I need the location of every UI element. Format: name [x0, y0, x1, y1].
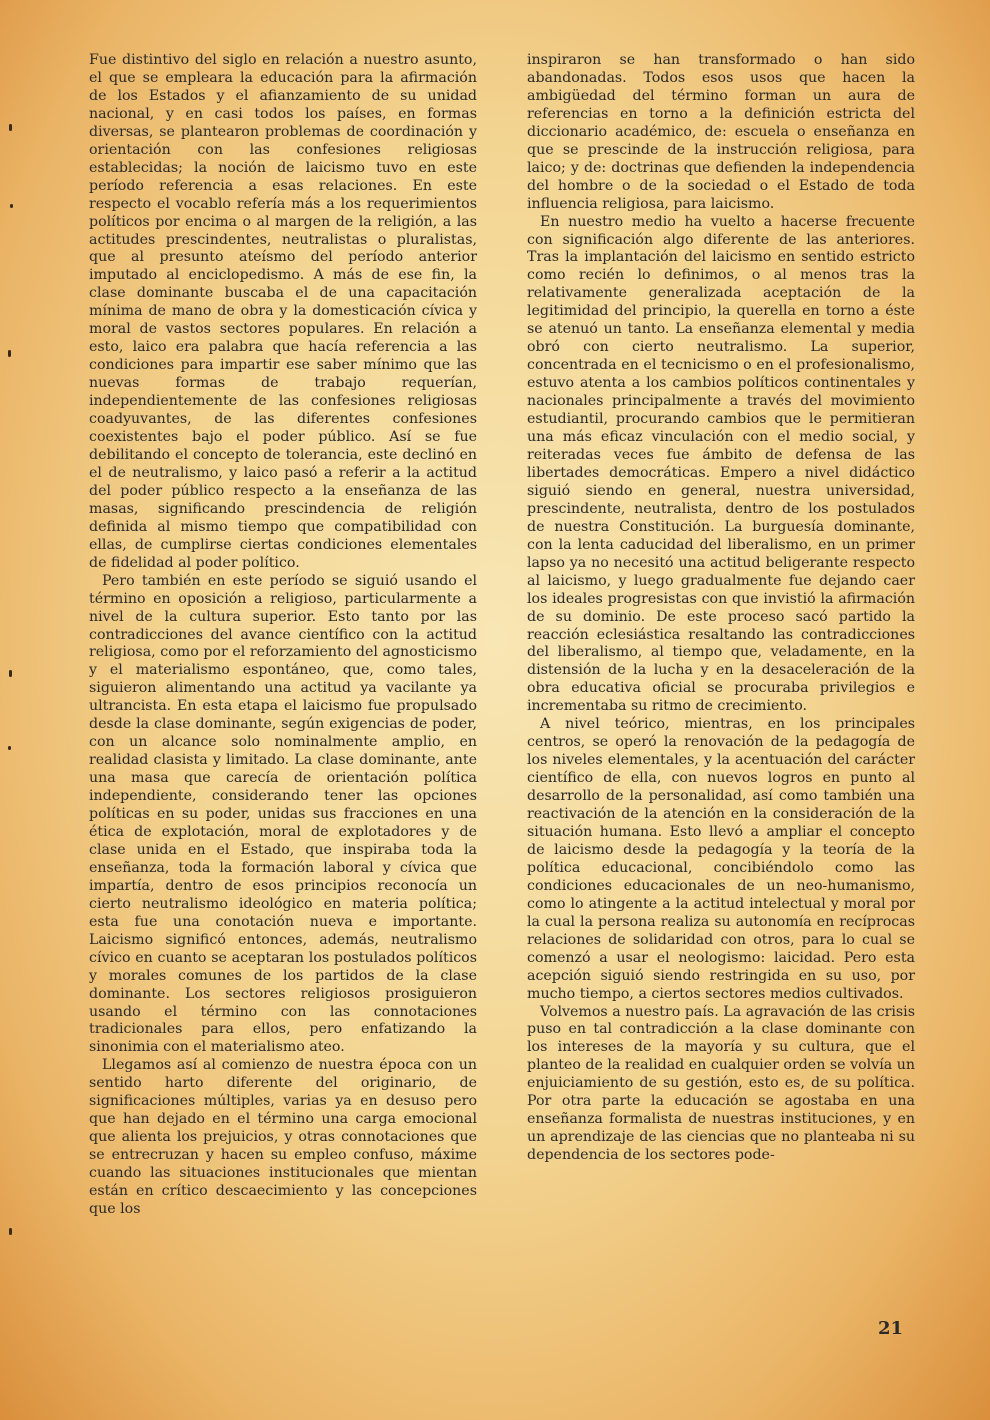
paragraph: Pero también en este período se siguió usando el término en oposición a religioso, particularmente a nivel de la cultura superior. Esto tanto por las contradicciones del avance científico con la actitud religiosa, como por el reforzamiento del agnosticismo y el materialismo espontáneo, que, como tales, siguieron alimentando una actitud ya vacilante ya ultrancista. En esta etapa el laicismo fue propulsado desde la clase dominante, según exigencias de poder, con un alcance solo nominalmente amplio, en realidad clasista y limitado. La clase dominante, ante una masa que carecía de orientación política independiente, considerando tener las opciones políticas en su poder, unidas sus fracciones en una ética de explotación, moral de explotadores y de clase unida en el Estado, que inspiraba toda la enseñanza, toda la formación laboral y cívica que impartía, dentro de esos principios reconocía un cierto neutralismo ideológico en materia política; esta fue una conotación nueva e importante. Laicismo significó entonces, además, neutralismo cívico en cuanto se aceptaran los postulados políticos y morales comunes de los partidos de la clase dominante. Los sectores religiosos prosiguieron usando el término con las connotaciones tradicionales para ellos, pero enfatizando la sinonimia con el materialismo ateo.	[89, 572, 477, 1056]
margin-speck	[8, 350, 11, 357]
paragraph: Volvemos a nuestro país. La agravación de las crisis puso en tal contradicción a la clase dominante con los intereses de la mayoría y su cultura, que el planteo de la realidad en cualquier orden se volvía un enjuiciamiento de su gestión, esto es, de su política. Por otra parte la educación se agostaba en una enseñanza formalista de nuestras instituciones, y en un aprendizaje de las ciencias que no planteaba ni su dependencia de los sectores pode-	[527, 1003, 915, 1164]
margin-speck	[9, 124, 12, 131]
paragraph: En nuestro medio ha vuelto a hacerse frecuente con significación algo diferente de las anteriores. Tras la implantación del laicismo en sentido estricto como recién lo definimos, o al menos tras la relativamente generalizada aceptación de la legitimidad del principio, la querella en torno a éste se atenuó un tanto. La enseñanza elemental y media obró con cierto neutralismo. La superior, concentrada en el tecnicismo o en el profesionalismo, estuvo atenta a los cambios políticos continentales y nacionales principalmente a través del movimiento estudiantil, procurando cambios que le permitieran una más eficaz vinculación con el medio social, y reiteradas veces fue ámbito de defensa de las libertades democráticas. Empero a nivel didáctico siguió siendo en general, nuestra universidad, prescindente, neutralista, dentro de los postulados de nuestra Constitución. La burguesía dominante, con la lenta caducidad del liberalismo, en un primer lapso ya no necesitó una actitud beligerante respecto al laicismo, y luego gradualmente fue dejando caer los ideales progresistas con que invistió la afirmación de su dominio. De este proceso sacó partido la reacción eclesiástica resaltando las contradicciones del liberalismo, al tiempo que, veladamente, en la distensión de la lucha y en la desaceleración de la obra educativa oficial se procuraba privilegios e incrementaba su ritmo de crecimiento.	[527, 213, 915, 715]
page-number: 21	[878, 1318, 904, 1339]
margin-speck	[9, 670, 12, 677]
left-column	[89, 52, 477, 1219]
paragraph: Fue distintivo del siglo en relación a nuestro asunto, el que se empleara la educación para la afirmación de los Estados y el afianzamiento de su unidad nacional, y en casi todos los países, en formas diversas, se plantearon problemas de coordinación y orientación con las confesiones religiosas establecidas; la noción de laicismo tuvo en este período referencia a esas relaciones. En este respecto el vocablo refería más a los requerimientos políticos por encima o al margen de la religión, a las actitudes prescindentes, neutralistas o pluralistas, que al presunto ateísmo del período anterior imputado al enciclopedismo. A más de ese fin, la clase dominante buscaba el de una capacitación mínima de mano de obra y la domesticación cívica y moral de vastos sectores populares. En relación a esto, laico era palabra que hacía referencia a las condiciones para impartir ese saber mínimo que las nuevas formas de trabajo requerían, independientemente de las confesiones religiosas coadyuvantes, de las diferentes confesiones coexistentes bajo el poder público. Así se fue debilitando el concepto de tolerancia, este declinó en el de neutralismo, y laico pasó a referir a la actitud del poder público respecto a la enseñanza de las masas, significando prescindencia de religión definida al mismo tiempo que compatibilidad con ellas, de cumplirse ciertas condiciones elementales de fidelidad al poder político.	[89, 52, 477, 571]
paragraph: Llegamos así al comienzo de nuestra época con un sentido harto diferente del originario, de significaciones múltiples, varias ya en desuso pero que han dejado en el término una carga emocional que alienta los prejuicios, y otras connotaciones que se entrecruzan y hacen su empleo confuso, máxime cuando las situaciones institucionales que mientan están en crítico descaecimiento y las concepciones que los	[89, 1057, 477, 1217]
margin-speck	[9, 1228, 12, 1235]
margin-speck	[8, 746, 11, 750]
right-column	[527, 52, 915, 1165]
paragraph: inspiraron se han transformado o han sido abandonadas. Todos esos usos que hacen la ambigüedad del término forman un aura de referencias en torno a la definición estricta del diccionario académico, de: escuela o enseñanza en que se prescinde de la instrucción religiosa, para laico; y de: doctrinas que defienden la independencia del hombre o de la sociedad o el Estado de toda influencia religiosa, para laicismo.	[527, 52, 915, 212]
paragraph: A nivel teórico, mientras, en los principales centros, se operó la renovación de la pedagogía de los niveles elementales, y la acentuación del carácter científico de ella, con nuevos logros en punto al desarrollo de la personalidad, así como también una reactivación de la atención en la consideración de la situación humana. Esto llevó a ampliar el concepto de laicismo desde la pedagogía y la teoría de la política educacional, concibiéndolo como las condiciones educacionales de un neo-humanismo, como lo atingente a la actitud intelectual y moral por la cual la persona realiza su autonomía en recíprocas relaciones de solidaridad con otros, para lo cual se comenzó a usar el neologismo: laicidad. Pero esta acepción siguió siendo restringida en su uso, por mucho tiempo, a ciertos sectores medios cultivados.	[527, 716, 915, 1002]
margin-speck	[10, 204, 13, 208]
